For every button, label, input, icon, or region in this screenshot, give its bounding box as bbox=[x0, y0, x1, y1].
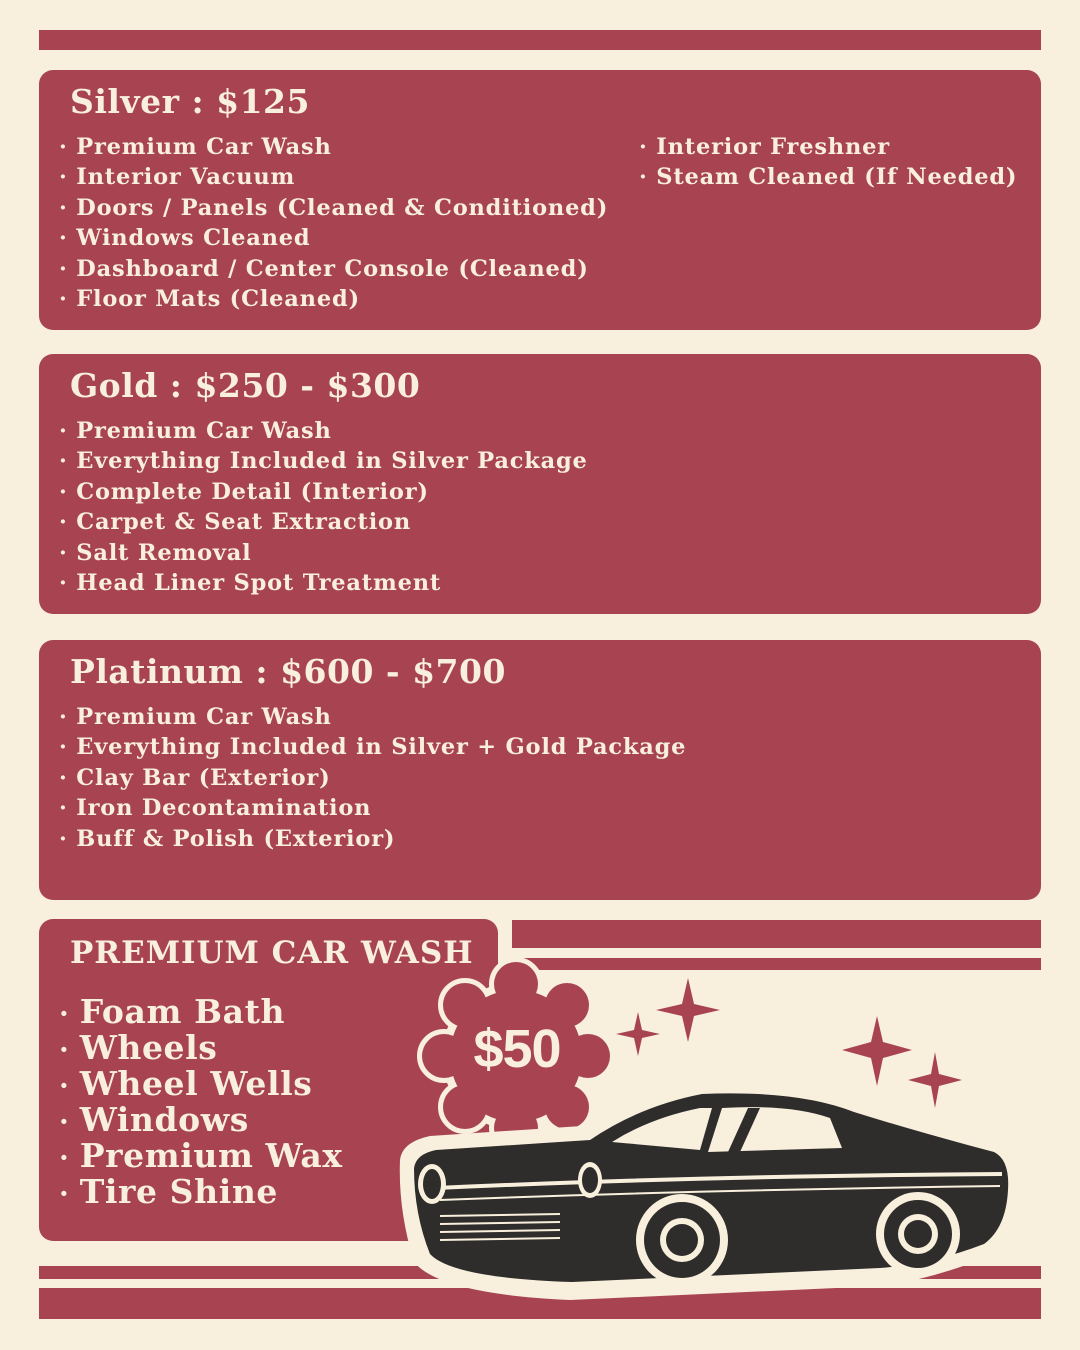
list-item: · Interior Vacuum bbox=[59, 162, 608, 192]
list-item: · Salt Removal bbox=[59, 538, 588, 568]
list-item: · Floor Mats (Cleaned) bbox=[59, 284, 608, 314]
list-item: · Doors / Panels (Cleaned & Conditioned) bbox=[59, 193, 608, 223]
list-item: · Iron Decontamination bbox=[59, 793, 686, 823]
sparkle-icon bbox=[616, 1012, 660, 1056]
gold-package-title: Gold : $250 - $300 bbox=[70, 366, 421, 405]
silver-package-title: Silver : $125 bbox=[70, 82, 310, 121]
list-item: · Interior Freshner bbox=[639, 132, 1017, 162]
sparkle-icon bbox=[656, 978, 720, 1042]
list-item: · Premium Car Wash bbox=[59, 132, 608, 162]
list-item: · Head Liner Spot Treatment bbox=[59, 568, 588, 598]
premium-car-wash-title: PREMIUM CAR WASH bbox=[70, 935, 474, 971]
list-item: · Premium Car Wash bbox=[59, 702, 686, 732]
list-item: · Steam Cleaned (If Needed) bbox=[639, 162, 1017, 192]
platinum-package-title: Platinum : $600 - $700 bbox=[70, 652, 506, 691]
list-item: · Wheel Wells bbox=[59, 1067, 343, 1103]
sparkle-icon bbox=[908, 1052, 962, 1108]
list-item: · Premium Wax bbox=[59, 1139, 343, 1175]
list-item: · Clay Bar (Exterior) bbox=[59, 763, 686, 793]
list-item: · Tire Shine bbox=[59, 1175, 343, 1211]
list-item: · Windows bbox=[59, 1103, 343, 1139]
list-item: · Dashboard / Center Console (Cleaned) bbox=[59, 254, 608, 284]
list-item: · Foam Bath bbox=[59, 995, 343, 1031]
list-item: · Everything Included in Silver + Gold Package bbox=[59, 732, 686, 762]
premium-price-label: $50 bbox=[473, 1019, 561, 1079]
sparkle-icon bbox=[842, 1016, 912, 1086]
list-item: · Wheels bbox=[59, 1031, 343, 1067]
list-item: · Carpet & Seat Extraction bbox=[59, 507, 588, 537]
list-item: · Premium Car Wash bbox=[59, 416, 588, 446]
list-item: · Complete Detail (Interior) bbox=[59, 477, 588, 507]
list-item: · Buff & Polish (Exterior) bbox=[59, 824, 686, 854]
list-item: · Everything Included in Silver Package bbox=[59, 446, 588, 476]
list-item: · Windows Cleaned bbox=[59, 223, 608, 253]
